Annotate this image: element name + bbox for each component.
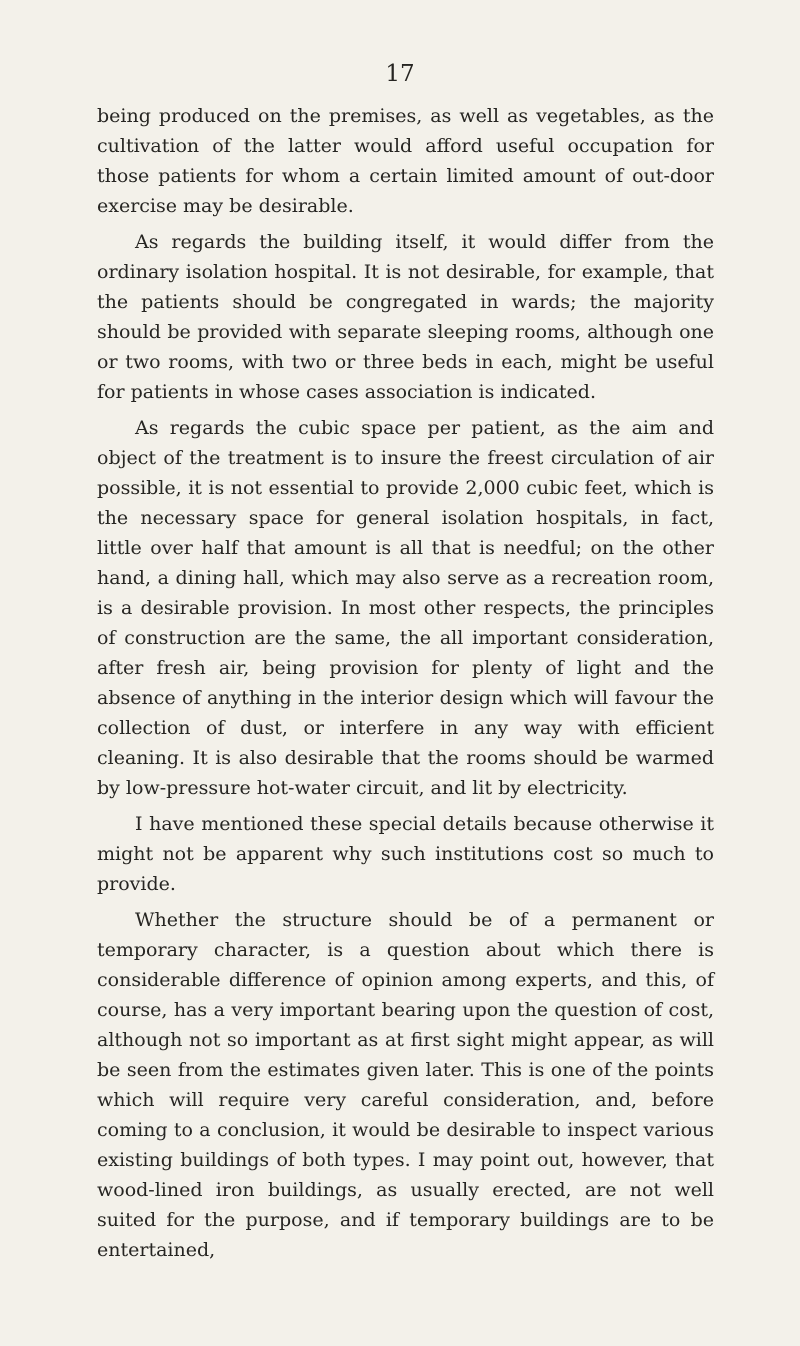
page-number: 17 (385, 61, 415, 87)
paragraph-1: being produced on the premises, as well as vegetables, as the cultivation of the latter would afford useful occupation for those patients for whom a certain limited amount of out-door exercise may be desirable. (97, 105, 714, 217)
body-text (97, 101, 714, 1265)
paragraph-5: Whether the structure should be of a permanent or temporary character, is a question about which there is considerable difference of opinion among experts, and this, of course, has a very important bearing upon the question of cost, although not so important as at first sight might appear, as will be seen from the estimates given later. This is one of the points which will require very careful consideration, and, before coming to a conclusion, it would be desirable to inspect various existing buildings of both types. I may point out, however, that wood-lined iron buildings, as usually erected, are not well suited for the purpose, and if temporary buildings are to be entertained, (97, 909, 714, 1261)
paragraph-2: As regards the building itself, it would differ from the ordinary isolation hospital. It is not desirable, for example, that the patients should be congregated in wards; the majority should be provided with separate sleeping rooms, although one or two rooms, with two or three beds in each, might be useful for patients in whose cases association is indicated. (97, 231, 714, 403)
paragraph-3: As regards the cubic space per patient, as the aim and object of the treatment is to insure the freest circulation of air possible, it is not essential to provide 2,000 cubic feet, which is the necessary space for general isolation hospitals, in fact, little over half that amount is all that is needful; on the other hand, a dining hall, which may also serve as a recreation room, is a desirable provision. In most other respects, the principles of construction are the same, the all important consideration, after fresh air, being provision for plenty of light and the absence of anything in the interior design which will favour the collection of dust, or interfere in any way with efficient cleaning. It is also desirable that the rooms should be warmed by low-pressure hot-water circuit, and lit by electricity. (97, 417, 714, 799)
paragraph-4: I have mentioned these special details because otherwise it might not be apparent why such institutions cost so much to provide. (97, 813, 714, 895)
